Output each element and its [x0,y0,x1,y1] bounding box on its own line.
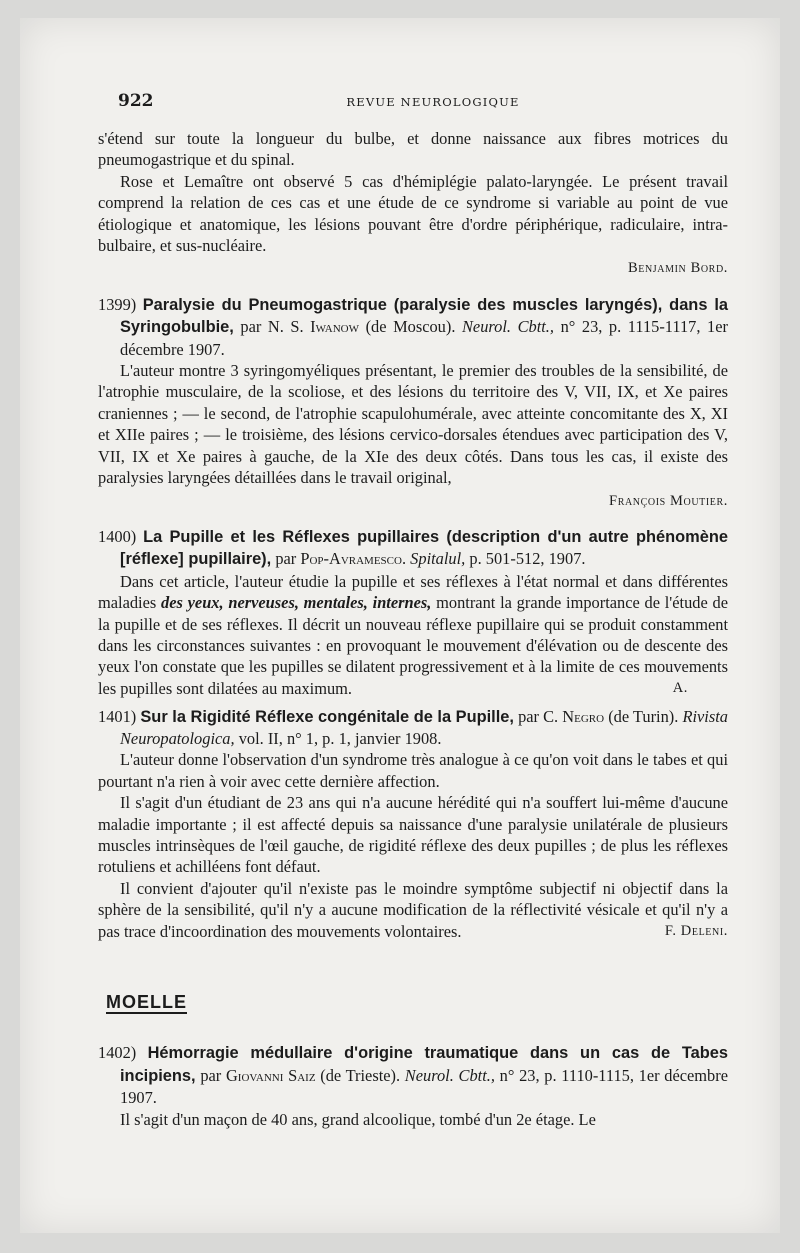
journal: Spitalul, [410,549,466,569]
author: Iwanow [310,317,360,337]
entry-body: L'auteur montre 3 syringomyéliques présentant, le premier des troubles de la sensibilité, de l'atrophie musculaire, de la scoliose, et des lésions du territoire des V, VII, IX, et Xe paires craniennes ; — le second, de l'atrophie scapulohumérale, avec atteinte concomitante des X, XI et XIIe paires ; — le troisième, des lésions cervico-dorsales étendues avec participation des V, VII, IX et Xe paires à gauche, de la XIe des deux côtés. Dans tous les cas, il existe des paralysies laryngées détaillées dans le travail original, [98,361,728,488]
entry-number: 1400) [98,526,137,546]
entry-1399 [98,294,728,512]
journal: Rivista Neuropatologica, [120,706,728,748]
signature: Benjamin Bord. [628,260,728,277]
entry-body: Il convient d'ajouter qu'il n'existe pas le moindre symptôme subjectif ni objectif dans la sphère de la sensibilité, qu'il n'y a aucune modification de la réflectivité vésicale et qu'il n'y a pas trace d'incoordination des mouvements volontaires. [98,878,728,941]
intro-paragraph-2: Rose et Lemaître ont observé 5 cas d'hémiplégie palato-laryngée. Le présent travail comprend la relation de ces cas et une étude de ce syndrome si variable au point de vue étiologique et anatomique, les lésions pouvant être d'ordre périphérique, radiculaire, intra-bulbaire, et sus-nucléaire. [98,171,728,256]
signature: F. Deleni. [664,923,728,940]
section-title: MOELLE [106,992,187,1013]
running-title: REVUE NEUROLOGIQUE [346,95,520,109]
author: Giovanni Saiz [225,1065,316,1085]
entry-number: 1402) [98,1043,137,1063]
signature: A. [672,680,688,697]
body-emphasis: des yeux, nerveuses, mentales, internes, [161,593,432,613]
entry-1402 [98,1042,728,1130]
byline-location: (de Turin). [608,706,679,726]
byline-location: (de Trieste). [320,1065,401,1085]
journal: Neurol. Cbtt., [462,317,555,337]
byline: par [200,1065,222,1085]
entry-title: Sur la Rigidité Réflexe congénitale de la Pupille, [140,707,514,726]
entry-title: La Pupille et les Réflexes pupillaires (description d'un autre phénomène [réflexe] pupillaire), [120,527,728,569]
reference: n° 23, p. 1110-1115, 1er décembre 1907. [120,1065,728,1108]
entry-title: Paralysie du Pneumogastrique (paralysie des muscles laryngés), dans la Syringobulbie, [120,295,728,337]
entry-1400 [98,526,728,700]
entry-body: L'auteur donne l'observation d'un syndrome très analogue à ce qu'on voit dans le tabes et qui pourtant n'a rien à voir avec cette dernière affection. [98,750,728,791]
entry-title: Hémorragie médullaire d'origine traumatique dans un cas de Tabes incipiens, [120,1044,728,1085]
entry-heading [98,706,728,750]
entry-heading [98,294,728,360]
entry-number: 1401) [98,706,137,726]
reference: p. 501-512, 1907. [469,549,586,569]
byline: par N. S. [240,317,304,337]
author: Negro [562,706,605,726]
signature: François Moutier. [609,492,728,509]
entry-heading [98,526,728,571]
entry-number: 1399) [98,294,137,314]
page-header [118,91,748,117]
body-text: Dans cet article, l'auteur étudie la pupille et ses réflexes à l'état normal et dans différentes maladies [98,571,728,613]
reference: vol. II, n° 1, p. 1, janvier 1908. [238,728,442,748]
intro-paragraph-1: s'étend sur toute la longueur du bulbe, et donne naissance aux fibres motrices du pneumogastrique et du spinal. [98,129,728,170]
author: Pop-Avramesco. [300,549,407,569]
entry-heading [98,1042,728,1108]
journal: Neurol. Cbtt., [404,1065,495,1085]
byline: par C. [518,706,559,726]
entry-body: Il s'agit d'un maçon de 40 ans, grand alcoolique, tombé d'un 2e étage. Le [120,1109,596,1129]
body-text: montrant la grande importance de l'étude de la pupille et de ses réflexes. Il décrit un nouveau réflexe pupillaire qui se produit constamment dans les circonstances suivantes : en provoquant le mouvement d'élévation ou de descente des yeux l'on constate que les pupilles se dilatent progressivement et à la limite de ces mouvements les pupilles sont dilatées au maximum. [98,593,728,698]
page-body [98,128,728,1130]
byline: par [275,549,297,569]
byline-location: (de Moscou). [365,317,456,337]
entry-body: Il s'agit d'un étudiant de 23 ans qui n'a aucune hérédité qui n'a souffert lui-même d'aucune maladie importante ; il est affecté depuis sa naissance d'une paralysie unilatérale de plusieurs muscles intrinsèques de l'œil gauche, de rigidité réflexe des deux pupilles ; de plus les réflexes rotuliens et achilléens font défaut. [98,793,728,877]
reference: n° 23, p. 1115-1117, 1er décembre 1907. [120,317,728,359]
page-number: 922 [118,91,154,111]
entry-1401 [98,706,728,943]
